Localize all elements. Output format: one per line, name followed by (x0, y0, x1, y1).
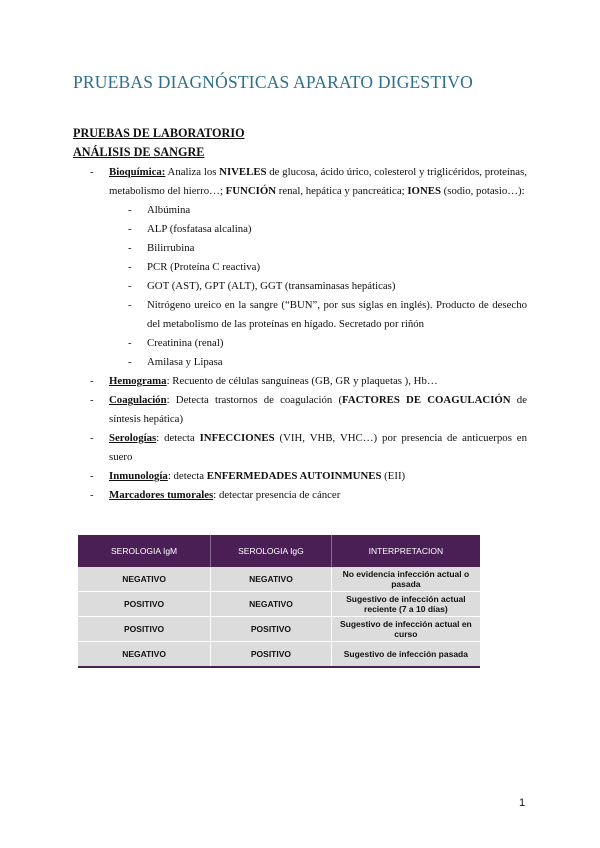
serologias-keyword: INFECCIONES (199, 432, 275, 444)
table-row (78, 592, 480, 617)
table-cell: Sugestivo de infección actual en curso (331, 617, 480, 642)
coagulacion-text: de síntesis hepática) (109, 394, 527, 425)
column-header: SEROLOGIA IgG (211, 535, 332, 567)
table-cell: NEGATIVO (211, 592, 332, 617)
table-header-row (78, 535, 480, 567)
table-cell: POSITIVO (211, 642, 332, 668)
table-cell: NEGATIVO (78, 642, 211, 668)
bioquimica-keyword: NIVELES (219, 166, 267, 178)
bioquimica-text: de glucosa, ácido úrico, colesterol y triglicéridos, proteínas, metabolismo del hierro…; (109, 166, 527, 197)
coagulacion-text: : Detecta trastornos de coagulación ( (166, 394, 343, 406)
list-item: - Creatinina (renal) (128, 334, 527, 353)
hemograma-item (90, 372, 527, 391)
bioquimica-keyword: IONES (407, 185, 441, 197)
page-number: 1 (519, 797, 526, 809)
table-cell: POSITIVO (78, 617, 211, 642)
table-cell: POSITIVO (211, 617, 332, 642)
table-cell: NEGATIVO (78, 567, 211, 592)
content-list (90, 163, 527, 505)
marcadores-label: Marcadores tumorales (109, 489, 214, 501)
list-item: - ALP (fosfatasa alcalina) (128, 220, 527, 239)
bioquimica-label: Bioquímica: (109, 166, 166, 178)
coagulacion-item (90, 391, 527, 429)
hemograma-label: Hemograma (109, 375, 167, 387)
table-cell: No evidencia infección actual o pasada (331, 567, 480, 592)
serologias-text: : detecta (156, 432, 200, 444)
bioquimica-text: Analiza los (165, 166, 220, 178)
column-header: INTERPRETACION (331, 535, 480, 567)
table-cell: Sugestivo de infección actual reciente (7 a 10 días) (331, 592, 480, 617)
serology-table (78, 535, 480, 668)
coagulacion-label: Coagulación (109, 394, 167, 406)
bioquimica-text: renal, hepática y pancreática; (276, 185, 408, 197)
list-item: - Amilasa y Lipasa (128, 353, 527, 372)
section-heading: PRUEBAS DE LABORATORIO (73, 126, 245, 140)
serologias-text: (VIH, VHB, VHC…) por presencia de anticuerpos en suero (109, 432, 527, 463)
inmunologia-keyword: ENFERMEDADES AUTOINMUNES (206, 470, 382, 482)
serologias-label: Serologías (109, 432, 157, 444)
bioquimica-text: (sodio, potasio…): (440, 185, 525, 197)
list-item: - Bilirrubina (128, 239, 527, 258)
table-row (78, 642, 480, 668)
page-title: PRUEBAS DIAGNÓSTICAS APARATO DIGESTIVO (73, 72, 473, 92)
inmunologia-text: : detecta (167, 470, 207, 482)
subsection-heading: ANÁLISIS DE SANGRE (73, 145, 205, 159)
list-item: - Albúmina (128, 201, 527, 220)
table-cell: POSITIVO (78, 592, 211, 617)
inmunologia-item (90, 467, 527, 486)
list-item: - PCR (Proteína C reactiva) (128, 258, 527, 277)
bioquimica-sublist (109, 201, 527, 372)
table-cell: NEGATIVO (211, 567, 332, 592)
inmunologia-label: Inmunología (109, 470, 168, 482)
list-item: - GOT (AST), GPT (ALT), GGT (transaminasas hepáticas) (128, 277, 527, 296)
list-item: - Nitrógeno ureico en la sangre (“BUN”, por sus siglas en inglés). Producto de desecho del metabolismo de las proteínas en hígado. Secretado por riñón (128, 296, 527, 334)
coagulacion-keyword: FACTORES DE COAGULACIÓN (342, 394, 511, 406)
inmunologia-text: (EII) (381, 470, 406, 482)
table-cell: Sugestivo de infección pasada (331, 642, 480, 668)
marcadores-text: : detectar presencia de cáncer (213, 489, 341, 501)
column-header: SEROLOGIA IgM (78, 535, 211, 567)
table-row (78, 567, 480, 592)
serologias-item (90, 429, 527, 467)
hemograma-text: : Recuento de células sanguíneas (GB, GR y plaquetas ), Hb… (166, 375, 438, 387)
bioquimica-item (90, 163, 527, 372)
bioquimica-keyword: FUNCIÓN (225, 185, 277, 197)
table-row (78, 617, 480, 642)
marcadores-item (90, 486, 527, 505)
